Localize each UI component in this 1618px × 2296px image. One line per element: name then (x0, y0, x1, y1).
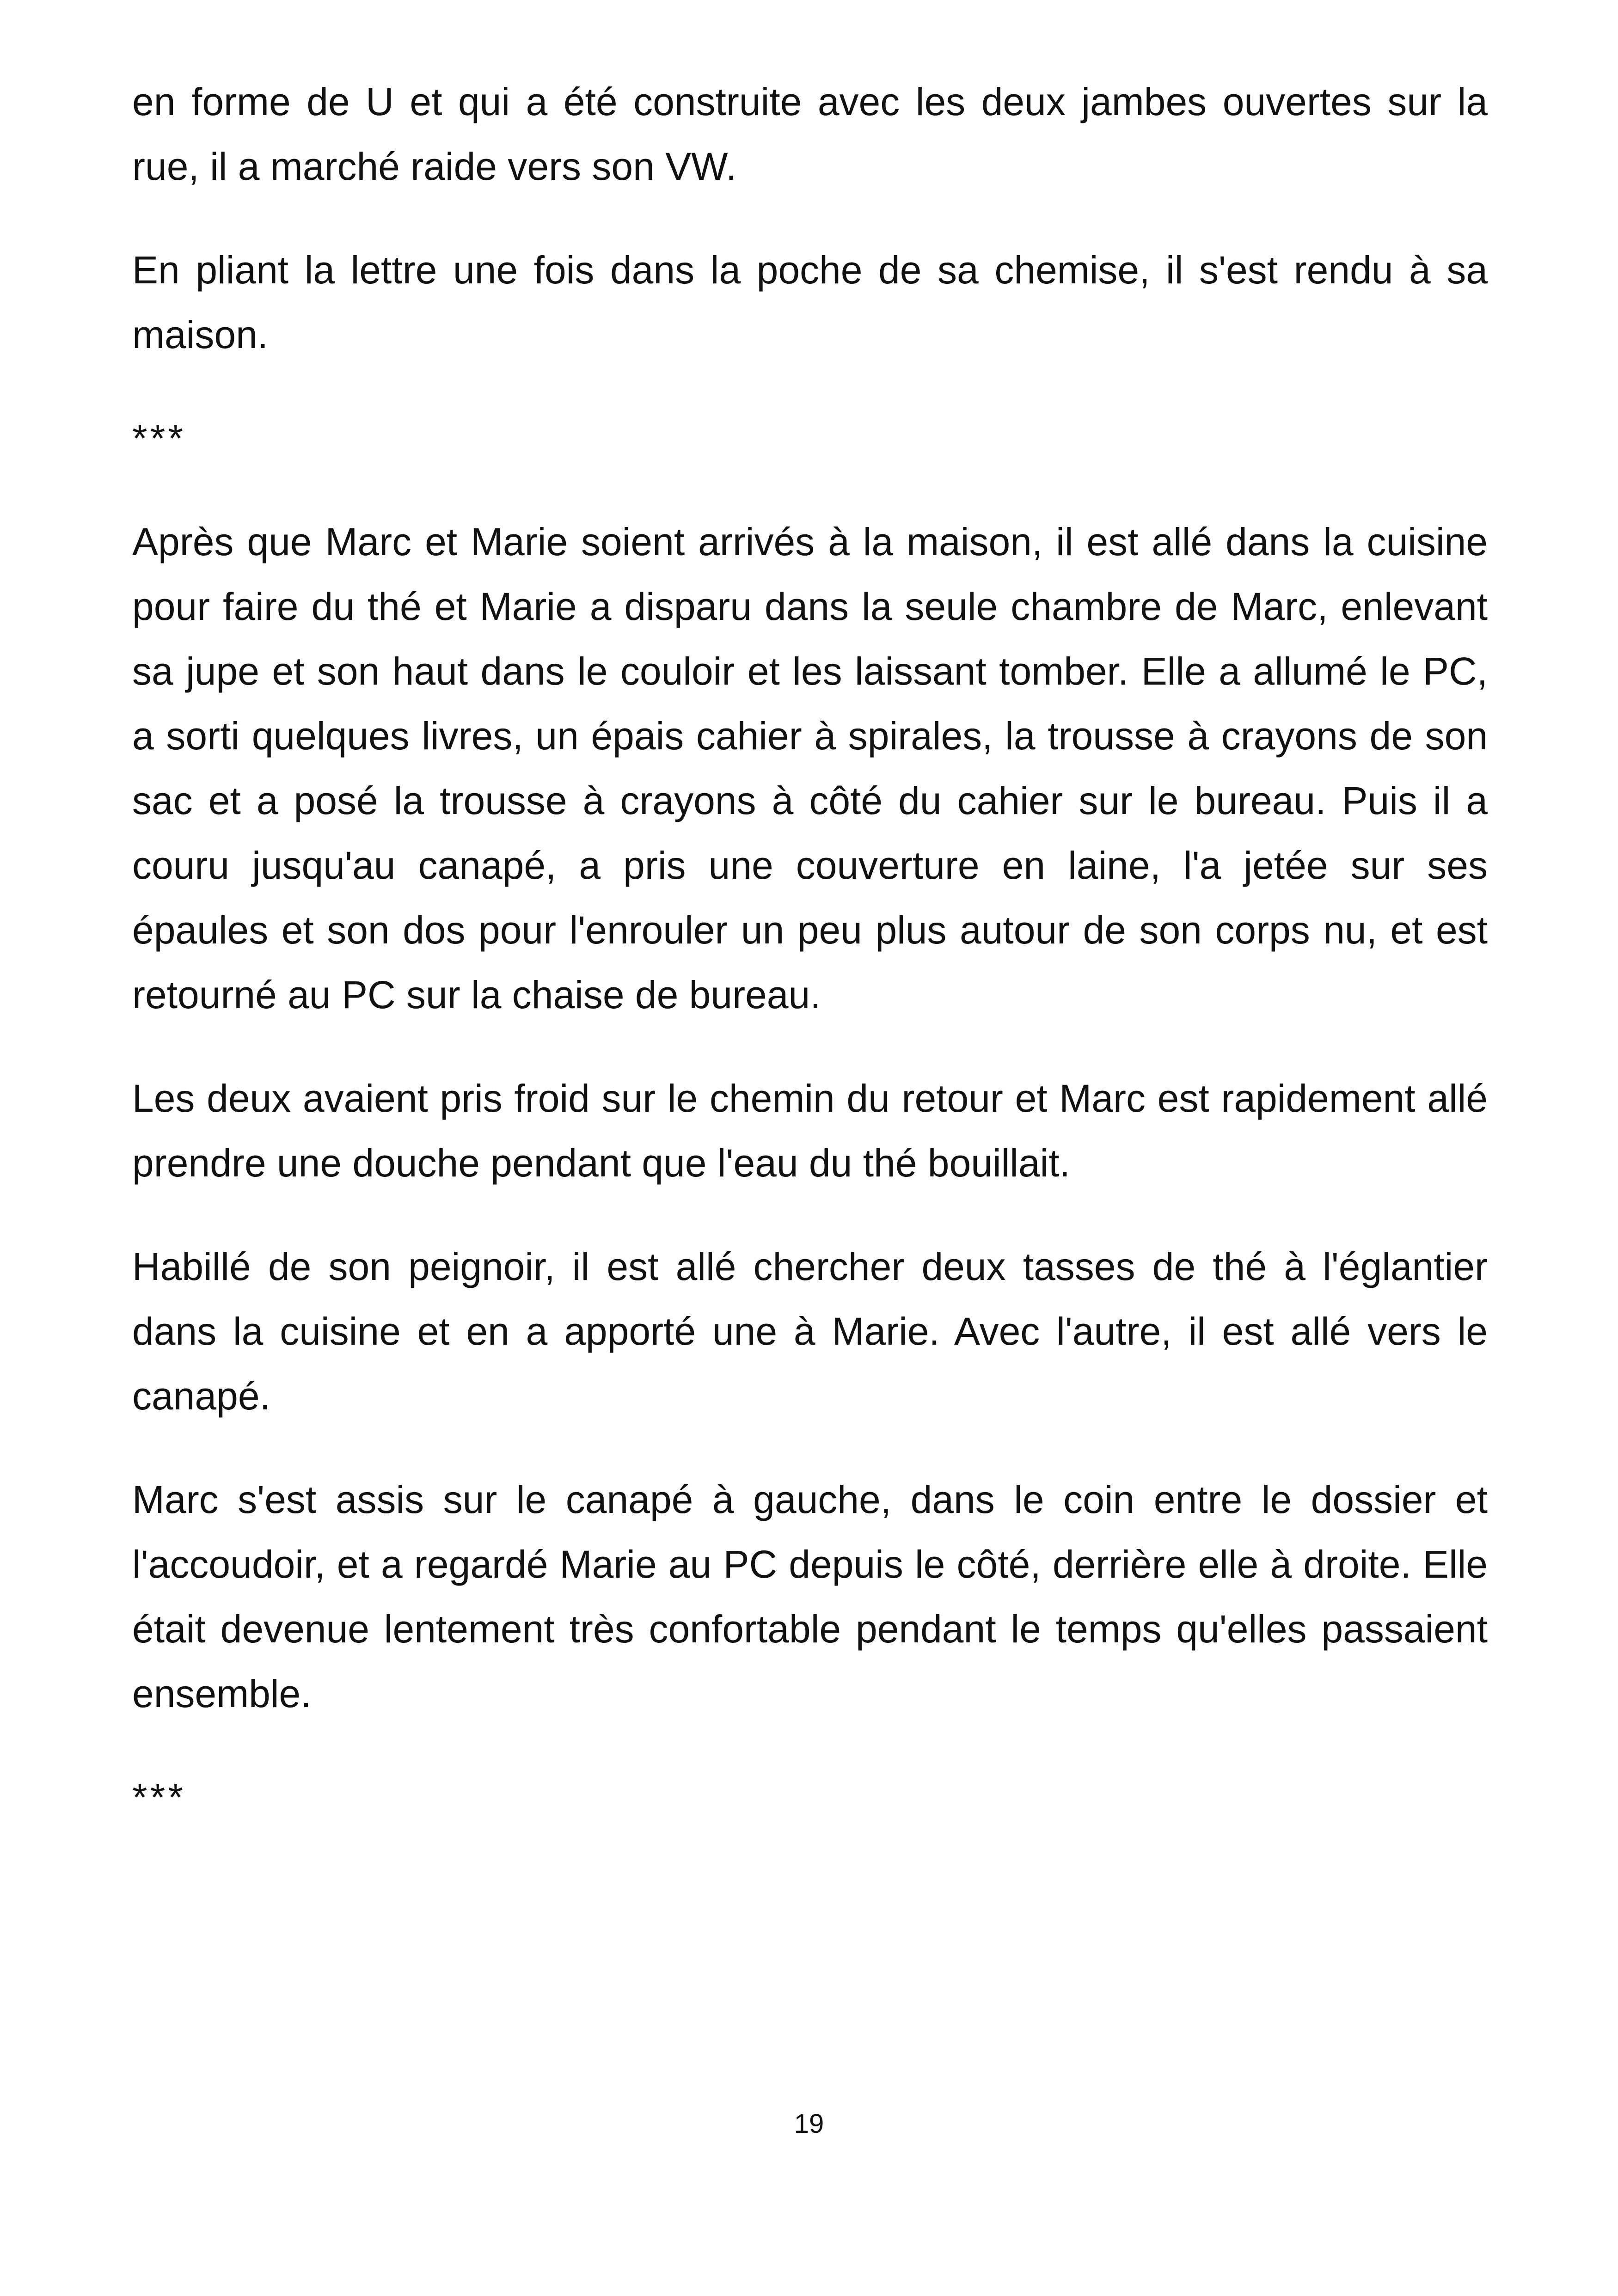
paragraph: Les deux avaient pris froid sur le chemin du retour et Marc est rapidement allé prendre une douche pendant que l'eau du thé bouillait. (132, 1077, 1488, 1185)
body-text (132, 69, 1488, 1868)
paragraph: Marc s'est assis sur le canapé à gauche, dans le coin entre le dossier et l'accoudoir, et a regardé Marie au PC depuis le côté, derrière elle à droite. Elle était devenue lentement très confortable pendant le temps qu'elles passaient ensemble. (132, 1478, 1488, 1715)
paragraph: Habillé de son peignoir, il est allé chercher deux tasses de thé à l'églantier dans la cuisine et en a apporté une à Marie. Avec l'autre, il est allé vers le canapé. (132, 1245, 1488, 1418)
paragraph: En pliant la lettre une fois dans la poche de sa chemise, il s'est rendu à sa maison. (132, 248, 1488, 356)
section-separator: *** (132, 1776, 186, 1819)
paragraph: en forme de U et qui a été construite avec les deux jambes ouvertes sur la rue, il a marché raide vers son VW. (132, 80, 1488, 188)
paragraph: Après que Marc et Marie soient arrivés à la maison, il est allé dans la cuisine pour faire du thé et Marie a disparu dans la seule chambre de Marc, enlevant sa jupe et son haut dans le couloir et les laissant tomber. Elle a allumé le PC, a sorti quelques livres, un épais cahier à spirales, la trousse à crayons de son sac et a posé la trousse à crayons à côté du cahier sur le bureau. Puis il a couru jusqu'au canapé, a pris une couverture en laine, l'a jetée sur ses épaules et son dos pour l'enrouler un peu plus autour de son corps nu, et est retourné au PC sur la chaise de bureau. (132, 520, 1488, 1016)
section-separator: *** (132, 416, 186, 460)
page-number: 19 (794, 2109, 824, 2139)
